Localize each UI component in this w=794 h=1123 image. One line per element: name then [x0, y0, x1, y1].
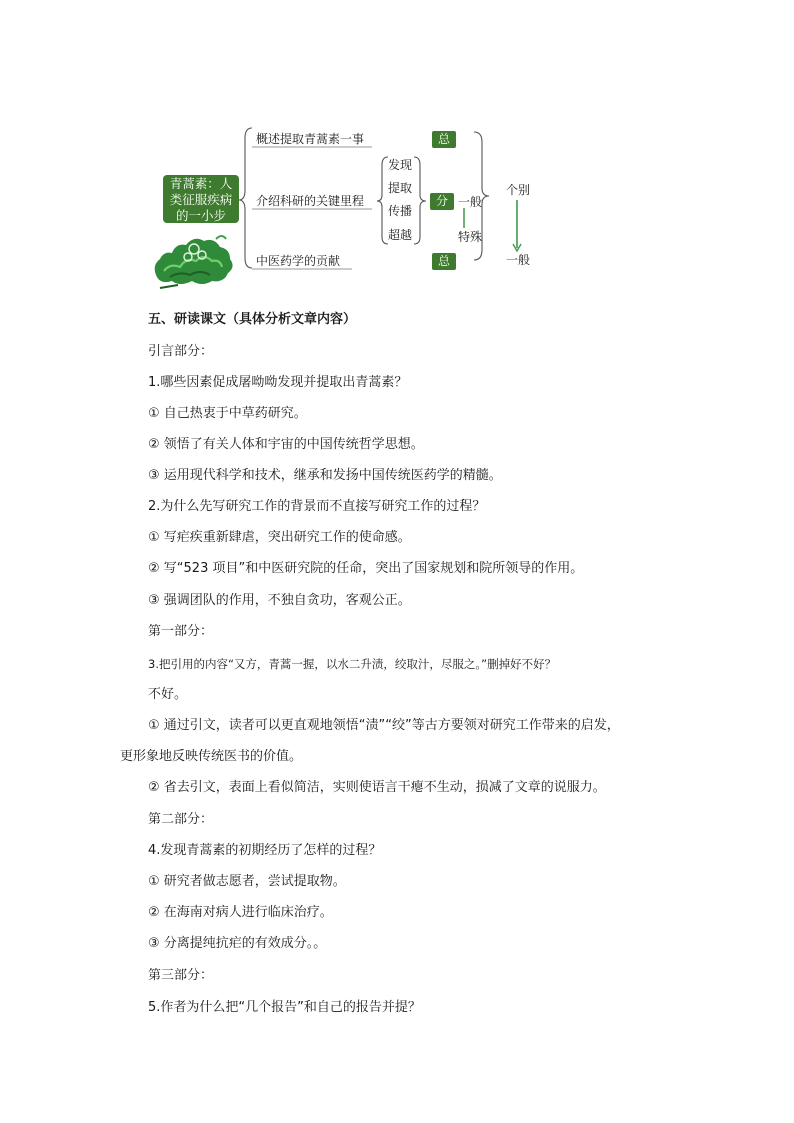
text-line-4: ② 领悟了有关人体和宇宙的中国传统哲学思想。	[148, 437, 424, 452]
tag-part: 分	[430, 193, 454, 210]
text-line-1: 引言部分：	[148, 344, 214, 359]
section-heading: 五、研读课文（具体分析文章内容）	[148, 312, 357, 327]
text-line-22: 5.作者为什么把“几个报告”和自己的报告并提？	[148, 1000, 421, 1015]
root-line-2: 类征服疾病	[169, 192, 233, 207]
mind-map-connectors	[0, 0, 794, 300]
label-general-1: 一般	[458, 195, 483, 209]
text-line-10: 第一部分：	[148, 624, 214, 639]
text-line-17: 4.发现青蒿素的初期经历了怎样的过程？	[148, 843, 382, 858]
text-line-8: ② 写“523 项目”和中医研究院的任命，突出了国家规划和院所领导的作用。	[148, 561, 584, 576]
root-line-1: 青蒿素：人	[169, 176, 233, 191]
stage-discover: 发现	[388, 158, 413, 172]
text-line-18: ① 研究者做志愿者，尝试提取物。	[148, 874, 346, 889]
text-line-9: ③ 强调团队的作用，不独自贪功，客观公正。	[148, 593, 411, 608]
tag-total-bottom: 总	[432, 253, 456, 270]
artemisia-plant-icon	[150, 225, 238, 289]
text-line-13: ① 通过引文，读者可以更直观地领悟“渍”“绞”等古方要领对研究工作带来的启发，	[148, 718, 620, 733]
stage-surpass: 超越	[388, 228, 413, 242]
text-line-11: 3.把引用的内容“又方，青蒿一握，以水二升渍，绞取汁，尽服之。”删掉好不好？	[148, 657, 557, 671]
text-line-7: ① 写疟疾重新肆虐，突出研究工作的使命感。	[148, 530, 411, 545]
text-line-2: 1.哪些因素促成屠呦呦发现并提取出青蒿素？	[148, 375, 408, 390]
tag-total-top: 总	[432, 131, 456, 148]
text-line-19: ② 在海南对病人进行临床治疗。	[148, 905, 333, 920]
label-special: 特殊	[458, 230, 483, 244]
text-line-5: ③ 运用现代科学和技术，继承和发扬中国传统医药学的精髓。	[148, 468, 502, 483]
branch-overview: 概述提取青蒿素一事	[256, 132, 365, 146]
stage-extract: 提取	[388, 181, 413, 195]
text-line-15: ② 省去引文，表面上看似简洁，实则使语言干瘪不生动，损减了文章的说服力。	[148, 780, 606, 795]
stage-spread: 传播	[388, 204, 413, 218]
text-line-3: ① 自己热衷于中草药研究。	[148, 406, 307, 421]
text-line-6: 2.为什么先写研究工作的背景而不直接写研究工作的过程？	[148, 499, 486, 514]
label-individual: 个别	[506, 183, 531, 197]
label-general-2: 一般	[506, 253, 531, 267]
mind-map-root	[163, 175, 239, 223]
text-line-16: 第二部分：	[148, 812, 214, 827]
mind-map	[0, 0, 794, 300]
text-line-21: 第三部分：	[148, 968, 214, 983]
text-line-20: ③ 分离提纯抗疟的有效成分。。	[148, 936, 327, 951]
text-line-12: 不好。	[148, 687, 188, 702]
root-line-3: 的一小步	[175, 208, 226, 223]
branch-contribution: 中医药学的贡献	[256, 254, 341, 268]
text-line-14: 更形象地反映传统医书的价值。	[120, 749, 303, 764]
branch-milestones: 介绍科研的关键里程	[256, 194, 365, 208]
